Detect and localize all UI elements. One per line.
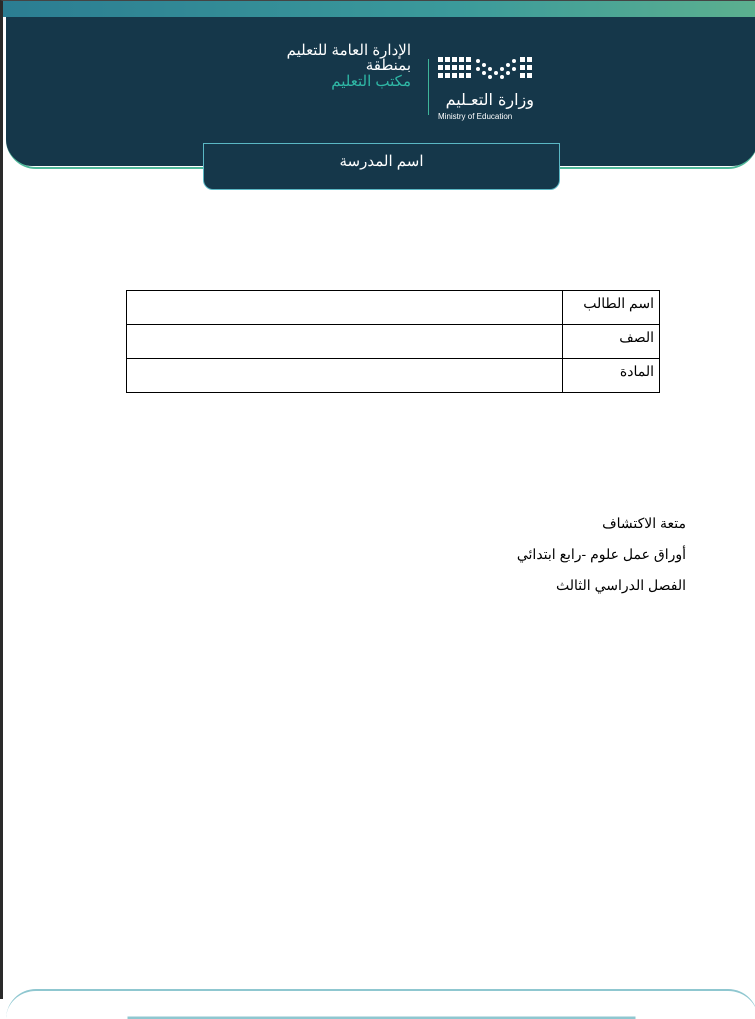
student-info-table [126,290,660,393]
admin-line-1: الإدارة العامة للتعليم [286,42,411,59]
title-line-3: الفصل الدراسي الثالث [556,577,686,593]
title-line-2: أوراق عمل علوم -رابع ابتدائي [516,546,686,562]
footer-curve [6,989,755,1019]
subject-label: المادة [563,359,660,393]
student-name-label: اسم الطالب [563,291,660,325]
logo-divider [428,59,429,115]
admin-line-3: مكتب التعليم [331,73,411,90]
top-gradient-strip [3,1,755,17]
grade-label: الصف [563,325,660,359]
title-line-1: متعة الاكتشاف [602,515,686,531]
table-row [127,291,660,325]
school-name-tab [203,143,560,190]
grade-field[interactable] [127,325,563,359]
education-administration [243,43,411,90]
ministry-name-english: Ministry of Education [438,112,513,121]
table-row [127,325,660,359]
student-name-field[interactable] [127,291,563,325]
subject-field[interactable] [127,359,563,393]
table-row [127,359,660,393]
school-name-label: اسم المدرسة [339,153,424,170]
worksheet-titles [383,511,686,604]
admin-line-2: بمنطقة [365,57,411,74]
ministry-name-arabic: وزارة التعـليم [445,90,534,109]
